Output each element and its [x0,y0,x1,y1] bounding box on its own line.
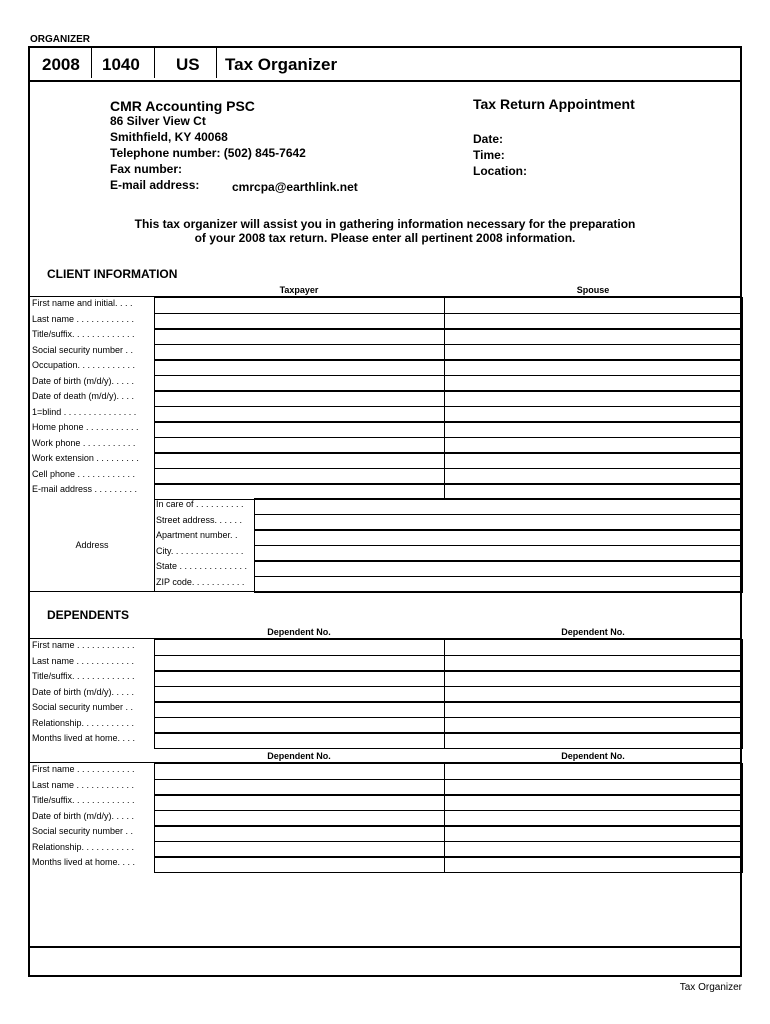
table-row [30,686,742,702]
email-value: cmrcpa@earthlink.net [232,180,358,194]
left-field[interactable] [154,779,444,796]
table-row [30,701,742,717]
row-label: Date of birth (m/d/y). . . . . [32,375,135,386]
row-label: Months lived at home. . . . [32,857,136,867]
organizer-frame [28,46,742,977]
left-field[interactable] [154,686,444,703]
dependent-no-header: Dependent No. [561,627,625,637]
right-field[interactable] [444,717,743,734]
left-field[interactable] [154,670,444,687]
appointment-location-label: Location: [473,164,527,178]
table-row [30,313,742,329]
right-field[interactable] [444,313,743,330]
address-field[interactable] [254,560,743,577]
left-field[interactable] [154,390,444,407]
table-row [30,452,742,468]
left-field[interactable] [154,297,444,314]
table-row [30,406,742,422]
table-row [30,421,742,437]
left-field[interactable] [154,359,444,376]
right-field[interactable] [444,810,743,827]
address-row-label: ZIP code. . . . . . . . . . . [156,576,245,587]
address-label: Address [75,540,109,550]
right-field[interactable] [444,421,743,438]
fax-label: Fax number: [110,162,183,176]
firm-city: Smithfield, KY 40068 [110,130,228,144]
table-row [30,841,742,857]
left-field[interactable] [154,452,444,469]
left-field[interactable] [154,655,444,672]
address-bottom-line [30,591,742,592]
right-field[interactable] [444,825,743,842]
left-field[interactable] [154,841,444,858]
table-row [30,437,742,453]
phone-label: Telephone number: [110,146,221,160]
header-divider [91,48,92,78]
table-row [30,763,742,779]
row-label: First name . . . . . . . . . . . . [32,640,135,650]
row-label: 1=blind . . . . . . . . . . . . . . . [32,406,137,417]
left-field[interactable] [154,701,444,718]
address-field[interactable] [254,576,743,593]
table-row [30,810,742,826]
right-field[interactable] [444,763,743,780]
header-divider [154,48,155,78]
table-row [30,779,742,795]
address-row [154,576,742,592]
table-row [30,359,742,375]
address-row-label: State . . . . . . . . . . . . . . [156,561,248,571]
header-country: US [176,55,200,74]
firm-name: CMR Accounting PSC [110,98,255,114]
left-field[interactable] [154,328,444,345]
row-label: Home phone . . . . . . . . . . . [32,422,139,432]
spouse-column-header: Spouse [576,285,610,295]
right-field[interactable] [444,794,743,811]
left-field[interactable] [154,344,444,361]
right-field[interactable] [444,468,743,485]
table-row [30,375,742,391]
left-field[interactable] [154,437,444,454]
right-field[interactable] [444,701,743,718]
table-row [30,483,742,499]
right-field[interactable] [444,779,743,796]
row-label: Occupation. . . . . . . . . . . . [32,360,136,370]
right-field[interactable] [444,375,743,392]
table-row [30,390,742,406]
left-field[interactable] [154,468,444,485]
right-field[interactable] [444,732,743,749]
row-label: Title/suffix. . . . . . . . . . . . . [32,795,135,805]
table-row [30,639,742,655]
row-label: First name . . . . . . . . . . . . [32,764,135,774]
address-row-label: In care of . . . . . . . . . . [156,499,244,509]
row-label: Cell phone . . . . . . . . . . . . [32,468,136,479]
dependent-no-header: Dependent No. [267,751,331,761]
header-year: 2008 [42,55,80,74]
address-row [154,514,742,530]
left-field[interactable] [154,639,444,656]
intro-line-1: This tax organizer will assist you in gathering information necessary for the preparation [134,217,636,231]
footer-label: Tax Organizer [679,982,742,993]
row-label: Social security number . . [32,826,134,836]
right-field[interactable] [444,841,743,858]
table-row [30,794,742,810]
phone-value: (502) 845-7642 [223,146,306,160]
appointment-time-label: Time: [473,148,505,162]
row-label: Social security number . . [32,702,134,712]
email-label: E-mail address: [110,178,200,192]
right-field[interactable] [444,344,743,361]
dependent-no-header: Dependent No. [561,751,625,761]
address-row [154,498,742,514]
address-row-label: Apartment number. . [156,530,238,540]
left-field[interactable] [154,375,444,392]
right-field[interactable] [444,639,743,656]
left-field[interactable] [154,313,444,330]
left-field[interactable] [154,421,444,438]
table-row [30,344,742,360]
table-row [30,856,742,872]
address-block [30,498,155,591]
row-label: Date of birth (m/d/y). . . . . [32,686,135,697]
dependents-title: DEPENDENTS [47,608,130,622]
address-field[interactable] [254,545,743,562]
address-field[interactable] [254,498,743,515]
address-field[interactable] [254,529,743,546]
right-field[interactable] [444,328,743,345]
row-label: Relationship. . . . . . . . . . . [32,717,135,728]
address-row [154,560,742,576]
firm-phone-line [110,146,306,160]
right-field[interactable] [444,655,743,672]
left-field[interactable] [154,717,444,734]
address-row [154,545,742,561]
header-title: Tax Organizer [225,55,338,74]
row-label: Date of death (m/d/y). . . . [32,391,135,401]
frame-bottom-rule [30,946,740,948]
address-row-label: Street address. . . . . . [156,514,243,525]
right-field[interactable] [444,437,743,454]
right-field[interactable] [444,856,743,873]
appointment-title: Tax Return Appointment [473,96,635,112]
left-field[interactable] [154,794,444,811]
table-row [30,328,742,344]
right-field[interactable] [444,406,743,423]
header-bar [30,48,740,82]
table-row [30,717,742,733]
appointment-date-label: Date: [473,132,504,146]
row-label: Work extension . . . . . . . . . [32,453,139,463]
row-label: Work phone . . . . . . . . . . . [32,437,136,448]
row-label: First name and initial. . . . [32,298,133,308]
header-form: 1040 [102,55,140,74]
form-label: ORGANIZER [30,34,90,45]
left-field[interactable] [154,856,444,873]
row-label: E-mail address . . . . . . . . . [32,484,138,494]
row-label: Last name . . . . . . . . . . . . [32,779,135,790]
table-row [30,297,742,313]
taxpayer-column-header: Taxpayer [279,285,319,295]
dependent-no-header: Dependent No. [267,627,331,637]
client-information-title: CLIENT INFORMATION [47,267,178,281]
right-field[interactable] [444,670,743,687]
address-field[interactable] [254,514,743,531]
left-field[interactable] [154,810,444,827]
table-row [30,825,742,841]
address-row-label: City. . . . . . . . . . . . . . . [156,545,244,556]
row-label: Title/suffix. . . . . . . . . . . . . [32,671,135,681]
right-field[interactable] [444,390,743,407]
firm-street: 86 Silver View Ct [110,114,206,128]
row-label: Relationship. . . . . . . . . . . [32,841,135,852]
right-field[interactable] [444,297,743,314]
left-field[interactable] [154,406,444,423]
row-label: Months lived at home. . . . [32,733,136,743]
right-field[interactable] [444,359,743,376]
left-field[interactable] [154,825,444,842]
row-label: Social security number . . [32,344,134,355]
left-field[interactable] [154,732,444,749]
table-row [30,468,742,484]
left-field[interactable] [154,763,444,780]
right-field[interactable] [444,452,743,469]
table-row [30,655,742,671]
row-label: Title/suffix. . . . . . . . . . . . . [32,329,135,339]
row-label: Last name . . . . . . . . . . . . [32,655,135,666]
row-label: Date of birth (m/d/y). . . . . [32,810,135,821]
row-label: Last name . . . . . . . . . . . . [32,313,135,324]
table-row [30,670,742,686]
header-divider [216,48,217,78]
right-field[interactable] [444,686,743,703]
address-row [154,529,742,545]
table-row [30,732,742,748]
intro-line-2: of your 2008 tax return. Please enter all pertinent 2008 information. [194,231,576,245]
